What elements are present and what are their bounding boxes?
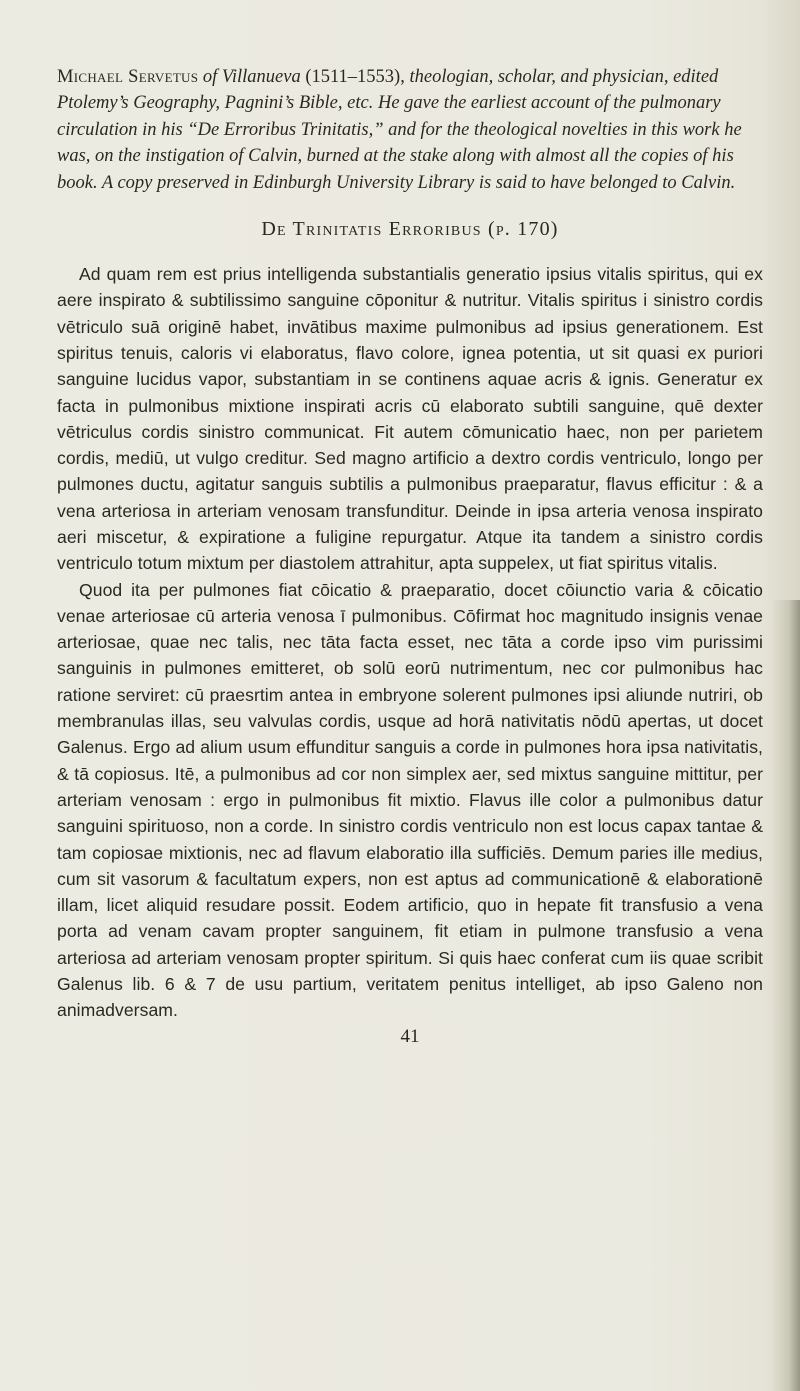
intro-paragraph	[57, 64, 763, 196]
intro-description: theologian, scholar, and physician, edited Ptolemy’s Geography, Pagnini’s Bible, etc. He gave the earliest account of the pulmonary circulation in his “De Erroribus Trinitatis,” and for the theological novelties in this work he was, on the instigation of Calvin, burned at the stake along with almost all the copies of his book. A copy preserved in Edinburgh University Library is said to have belonged to Calvin.	[57, 67, 742, 193]
author-origin: of Villanueva	[202, 67, 301, 87]
section-heading: De Trinitatis Erroribus (p. 170)	[261, 218, 559, 241]
page-number: 41	[400, 1025, 420, 1047]
body-paragraph-1: Ad quam rem est prius intelligenda substantialis generatio ipsius vitalis spiritus, qui ex aere inspirato & subtilissimo sanguine cōponitur & nutritur. Vitalis spiritus i sinistro cordis vētriculo suā originē habet, invātibus maxime pulmonibus ad ipsius generationem. Est spiritus tenuis, caloris vi elaboratus, flavo colore, ignea potentia, ut sit quasi ex puriori sanguine lucidus vapor, substantiam in se continens aquae acris & ignis. Generatur ex facta in pulmonibus mixtione inspirati acris cū elaborato subtili sanguine, quē dexter vētriculus cordis sinistro communicat. Fit autem cōmunicatio haec, non per parietem cordis, mediū, ut vulgo creditur. Sed magno artificio a dextro cordis ventriculo, longo per pulmones ductu, agitatur sanguis subtilis a pulmonibus praeparatur, flavus efficitur : & a vena arteriosa in arteriam venosam transfunditur. Deinde in ipsa arteria venosa inspirato aeri miscetur, & expiratione a fuligine repurgatur. Atque ita tandem a sinistro cordis ventriculo totum mixtum per diastolem attrahitur, apta suppelex, ut fiat spiritus vitalis.	[57, 264, 763, 574]
text-block	[57, 64, 763, 1048]
page-edge-shadow	[772, 600, 800, 1391]
author-dates: (1511–1553),	[305, 67, 405, 87]
body-paragraph-2: Quod ita per pulmones fiat cōicatio & praeparatio, docet cōiunctio varia & cōicatio venae arteriosae cū arteria venosa ī pulmonibus. Cōfirmat hoc magnitudo insignis venae arteriosae, quae nec talis, nec tāta facta esset, nec tāta a corde ipso vim purissimi sanguinis in pulmones emitteret, ob solū eorū nutrimentum, nec cor pulmonibus hac ratione serviret: cū praesrtim antea in embryone solerent pulmones ipsi aliunde nutriri, ob membranulas illas, seu valvulas cordis, usque ad horā nativitatis nōdū apertas, ut docet Galenus. Ergo ad alium usum effunditur sanguis a corde in pulmones hora ipsa nativitatis, & tā copiosus. Itē, a pulmonibus ad cor non simplex aer, sed mixtus sanguine mittitur, per arteriam venosam : ergo in pulmonibus fit mixtio. Flavus ille color a pulmonibus datur sanguini spirituoso, non a corde. In sinistro cordis ventriculo non est locus capax tantae & tam copiosae mixtionis, nec ad flavum elaboratio illa sufficiēs. Demum paries ille medius, cum sit vasorum & facultatum expers, non est aptus ad communicationē & elaborationē illam, licet aliquid resudare possit. Eodem artificio, quo in hepate fit transfusio a vena porta ad venam cavam propter sanguinem, fit etiam in pulmone transfusio a vena arteriosa ad arteriam venosam propter spiritum. Si quis haec conferat cum iis quae scribit Galenus lib. 6 & 7 de usu partium, veritatem penitus intelliget, ab ipso Galeno non animadversam.	[57, 579, 763, 1021]
author-name: Michael Servetus	[57, 67, 199, 87]
